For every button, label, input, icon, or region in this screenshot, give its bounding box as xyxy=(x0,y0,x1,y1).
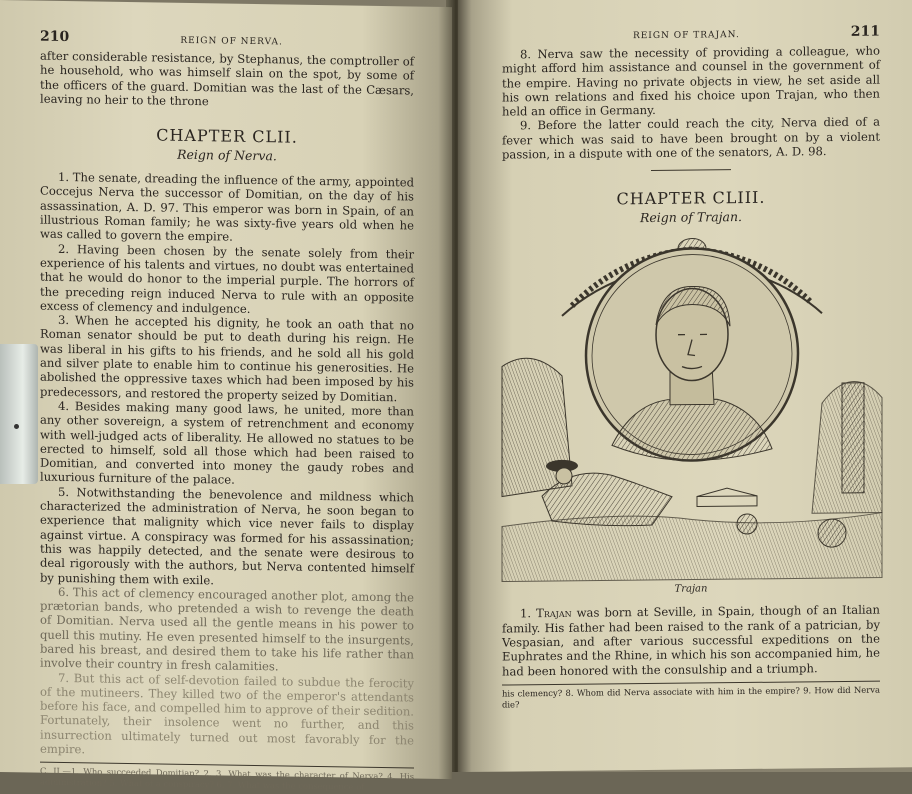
right-questions: his clemency? 8. Whom did Nerva associate with him in the empire? 9. How did Nerva die? xyxy=(502,684,880,710)
right-paragraph-8: 8. Nerva saw the necessity of providing a colleague, who might afford him assistance and counsel in the government of the empire. Having no private objects in view, he set aside all his own relations and fixed his choice upon Trajan, who then held an office in Germany. xyxy=(502,43,880,119)
right-page xyxy=(458,0,912,772)
left-carryover-text: after considerable resistance, by Stephanus, the comptroller of he household, who was himself slain on the spot, by some of the officers of the guard. Domitian was the last of the Cæsars, leaving no heir to the throne xyxy=(40,48,414,109)
right-section-rule xyxy=(651,170,731,172)
right-running-head xyxy=(502,24,880,44)
left-chapter-title: CHAPTER CLII. xyxy=(156,125,298,147)
figure-head xyxy=(556,468,572,484)
left-paragraph-1: 1. The senate, dreading the influence of the army, appointed Coccejus Nerva the successor of Domitian, on the day of his assassination, A. D. 97. This emperor was born in Spain, of an illustrious Roman family; he was sixty-five years old when he was called to govern the empire. xyxy=(40,170,414,245)
left-paragraph-2: 2. Having been chosen by the senate solely from their experience of his talents and virtues, no doubt was entertained that he would do honor to the imperial purple. The horrors of the preceding reign induced Nerva to rule with an opposite excess of clemency and indulgence. xyxy=(40,241,414,316)
figure-caption: Trajan xyxy=(674,583,708,596)
left-page xyxy=(0,0,452,793)
left-paragraph-6: 6. This act of clemency encouraged another plot, among the prætorian bands, who pretended a wish to revenge the death of Domitian. Nerva used all the gentle means in his power to quell this mutiny. He even presented himself to the insurgents, bared his breast, and desired them to take his life rather than involve their country in fresh calamities. xyxy=(40,584,414,674)
right-chapter-title: CHAPTER CLIII. xyxy=(616,188,766,209)
engraving-svg xyxy=(502,233,882,582)
left-paragraph-3: 3. When he accepted his dignity, he took an oath that no Roman senator should be put to death during his reign. He was liberal in his gifts to his friends, and he sold all his gold and silver plate to enable him to continue his generosities. He abolished the oppressive taxes which had been imposed by his predecessors, and restored the property seized by Domitian. xyxy=(40,313,414,404)
stone-2 xyxy=(818,519,846,547)
stone xyxy=(737,514,757,534)
left-running-title: REIGN OF NERVA. xyxy=(180,35,283,48)
bookmark-hole xyxy=(14,424,19,429)
right-foliage xyxy=(812,382,882,514)
paragraph-lead: 1. Trajan xyxy=(520,606,572,621)
left-chapter-subtitle: Reign of Nerva. xyxy=(177,146,277,164)
left-paragraph-4: 4. Besides making many good laws, he united, more than any other sovereign, a system of retrenchment and economy with well-judged acts of liberality. He allowed no statues to be erected to himself, sold all those which had been raised to Domitian, and converted into money the gaudy robes and luxurious furniture of the palace. xyxy=(40,398,414,488)
right-chapter-subtitle: Reign of Trajan. xyxy=(639,209,743,226)
temple-roof xyxy=(697,488,757,497)
distant-temple xyxy=(697,496,757,507)
trajan-portrait-engraving xyxy=(502,233,882,582)
left-page-number: 210 xyxy=(40,28,70,46)
right-paragraph-9: 9. Before the latter could reach the city, Nerva died of a fever which was said to have been brought on by a violent passion, in a dispute with one of the senators, A. D. 98. xyxy=(502,115,880,162)
right-running-title: REIGN OF TRAJAN. xyxy=(632,30,740,42)
left-questions: C. II.—1. Who succeeded Domitian? 2, 3. What was the character of Nerva? 4. His administration? 5. What of a conspiracy? 6, 7. What was the consequence of xyxy=(40,765,414,793)
left-paragraph-5: 5. Notwithstanding the benevolence and mildness which characterized the administration of Nerva, he soon began to experience that malignity which vice never fails to display against virtue. A conspiracy was formed for his assassination; this was happily detected, and the senate were desirous to deal rigorously with the authors, but Nerva contented himself by punishing them with exile. xyxy=(40,484,414,587)
paragraph-rest: was born at Seville, in Spain, though of an Italian family. His father had been raised to the rank of a patrician, by Vespasian, and after various successful expeditions on the Euphrates and the Rhine, in which his son accompanied him, he had been honored with the consulship and a triumph. xyxy=(502,602,881,679)
left-running-head xyxy=(40,29,414,51)
bookmark-strip xyxy=(0,344,38,484)
right-page-number: 211 xyxy=(850,23,880,40)
right-paragraph-1 xyxy=(502,603,880,678)
left-paragraph-7: 7. But this act of self-devotion failed to subdue the ferocity of the mutineers. They killed two of the emperor's attendants before his face, and compelled him to approve of their sedition. Fortunately, their insolence went no further, and this insurrection ultimately turned out most favorably for the empire. xyxy=(40,670,414,757)
